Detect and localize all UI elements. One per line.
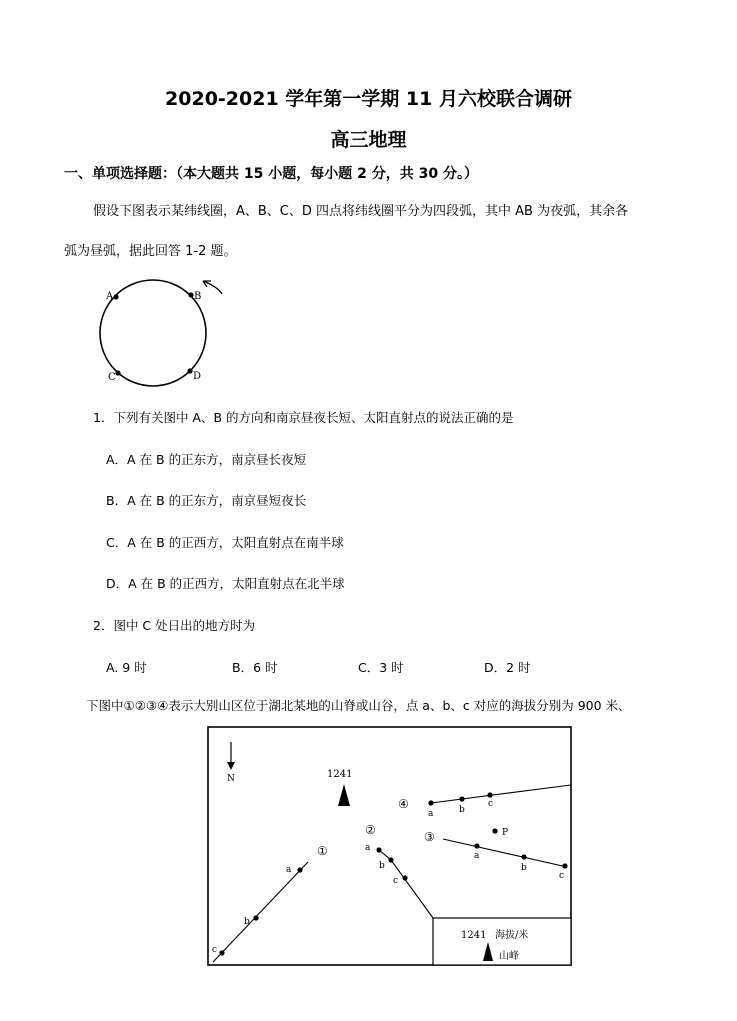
marker-2: ② bbox=[365, 823, 376, 837]
line-4-label-a: a bbox=[428, 809, 434, 819]
question-1-option-b: B．A 在 B 的正东方，南京昼短夜长 bbox=[106, 493, 307, 508]
north-arrow-head bbox=[227, 762, 235, 770]
line-3-label-b: b bbox=[521, 863, 527, 873]
peak-triangle bbox=[338, 784, 350, 806]
map-intro-line: 下图中①②③④表示大别山区位于湖北某地的山脊或山谷，点 a、b、c 对应的海拔分别为 900 米、 bbox=[86, 698, 631, 713]
line-1 bbox=[213, 862, 308, 962]
question-2-option-d: D．2 时 bbox=[484, 660, 531, 675]
line-1-point-b bbox=[253, 915, 258, 920]
line-4-point-a bbox=[428, 800, 433, 805]
question-1-option-c: C．A 在 B 的正西方，太阳直射点在南半球 bbox=[106, 535, 344, 550]
line-3-point-b bbox=[521, 854, 526, 859]
question-2-option-c: C．3 时 bbox=[358, 660, 404, 675]
line-3-label-c: c bbox=[559, 871, 565, 881]
point-p-label: P bbox=[502, 828, 509, 838]
line-2-point-c bbox=[402, 875, 407, 880]
point-p-dot bbox=[492, 828, 497, 833]
terrain-map-figure bbox=[207, 726, 573, 968]
line-4-point-c bbox=[487, 792, 492, 797]
legend-value: 1241 bbox=[461, 930, 487, 941]
question-2-option-b: B．6 时 bbox=[232, 660, 278, 675]
line-2 bbox=[379, 850, 433, 918]
point-d-dot bbox=[187, 368, 192, 373]
north-label: N bbox=[227, 774, 235, 784]
line-4-point-b bbox=[459, 796, 464, 801]
line-2-label-b: b bbox=[379, 861, 385, 871]
intro-paragraph-line2: 弧为昼弧，据此回答 1-2 题。 bbox=[64, 244, 237, 259]
point-a-label: A bbox=[106, 291, 114, 302]
line-2-point-b bbox=[388, 857, 393, 862]
peak-elevation-label: 1241 bbox=[327, 769, 353, 780]
point-c-label: C bbox=[108, 372, 116, 383]
line-4-label-c: c bbox=[488, 799, 494, 809]
line-4-label-b: b bbox=[459, 805, 465, 815]
exam-title: 2020-2021 学年第一学期 11 月六校联合调研 bbox=[165, 88, 572, 110]
legend-caption: 山峰 bbox=[499, 951, 519, 962]
point-a-dot bbox=[113, 294, 118, 299]
question-1-option-a: A．A 在 B 的正东方，南京昼长夜短 bbox=[106, 452, 307, 467]
point-d-label: D bbox=[193, 371, 202, 382]
point-b-label: B bbox=[194, 291, 202, 302]
line-1-point-a bbox=[297, 867, 302, 872]
line-4 bbox=[431, 785, 571, 803]
line-3 bbox=[443, 839, 567, 867]
point-c-dot bbox=[115, 370, 120, 375]
line-2-label-c: c bbox=[393, 876, 399, 886]
line-1-point-c bbox=[219, 950, 224, 955]
legend-unit: 海拔/米 bbox=[495, 930, 529, 941]
exam-subject: 高三地理 bbox=[330, 129, 407, 151]
question-2-option-a: A. 9 时 bbox=[106, 660, 147, 675]
marker-4: ④ bbox=[398, 797, 409, 811]
line-2-label-a: a bbox=[365, 843, 371, 853]
section-heading: 一、单项选择题：（本大题共 15 小题，每小题 2 分，共 30 分。） bbox=[64, 166, 478, 182]
question-2-stem: 2．图中 C 处日出的地方时为 bbox=[93, 618, 256, 633]
line-3-point-c bbox=[562, 863, 567, 868]
marker-3: ③ bbox=[424, 830, 435, 844]
line-3-label-a: a bbox=[474, 851, 480, 861]
question-1-option-d: D．A 在 B 的正西方，太阳直射点在北半球 bbox=[106, 576, 345, 591]
marker-1: ① bbox=[317, 844, 328, 858]
point-b-dot bbox=[188, 292, 193, 297]
line-2-point-a bbox=[376, 847, 381, 852]
latitude-circle-figure bbox=[90, 275, 240, 395]
question-1-stem: 1．下列有关图中 A、B 的方向和南京昼夜长短、太阳直射点的说法正确的是 bbox=[93, 410, 514, 425]
line-1-label-a: a bbox=[286, 865, 292, 875]
line-3-point-a bbox=[474, 843, 479, 848]
line-1-label-c: c bbox=[212, 945, 218, 955]
rotation-arrow bbox=[203, 281, 222, 294]
line-1-label-b: b bbox=[244, 917, 250, 927]
intro-paragraph-line1: 假设下图表示某纬线圈，A、B、C、D 四点将纬线圈平分为四段弧，其中 AB 为夜弧，其余各 bbox=[93, 204, 629, 219]
